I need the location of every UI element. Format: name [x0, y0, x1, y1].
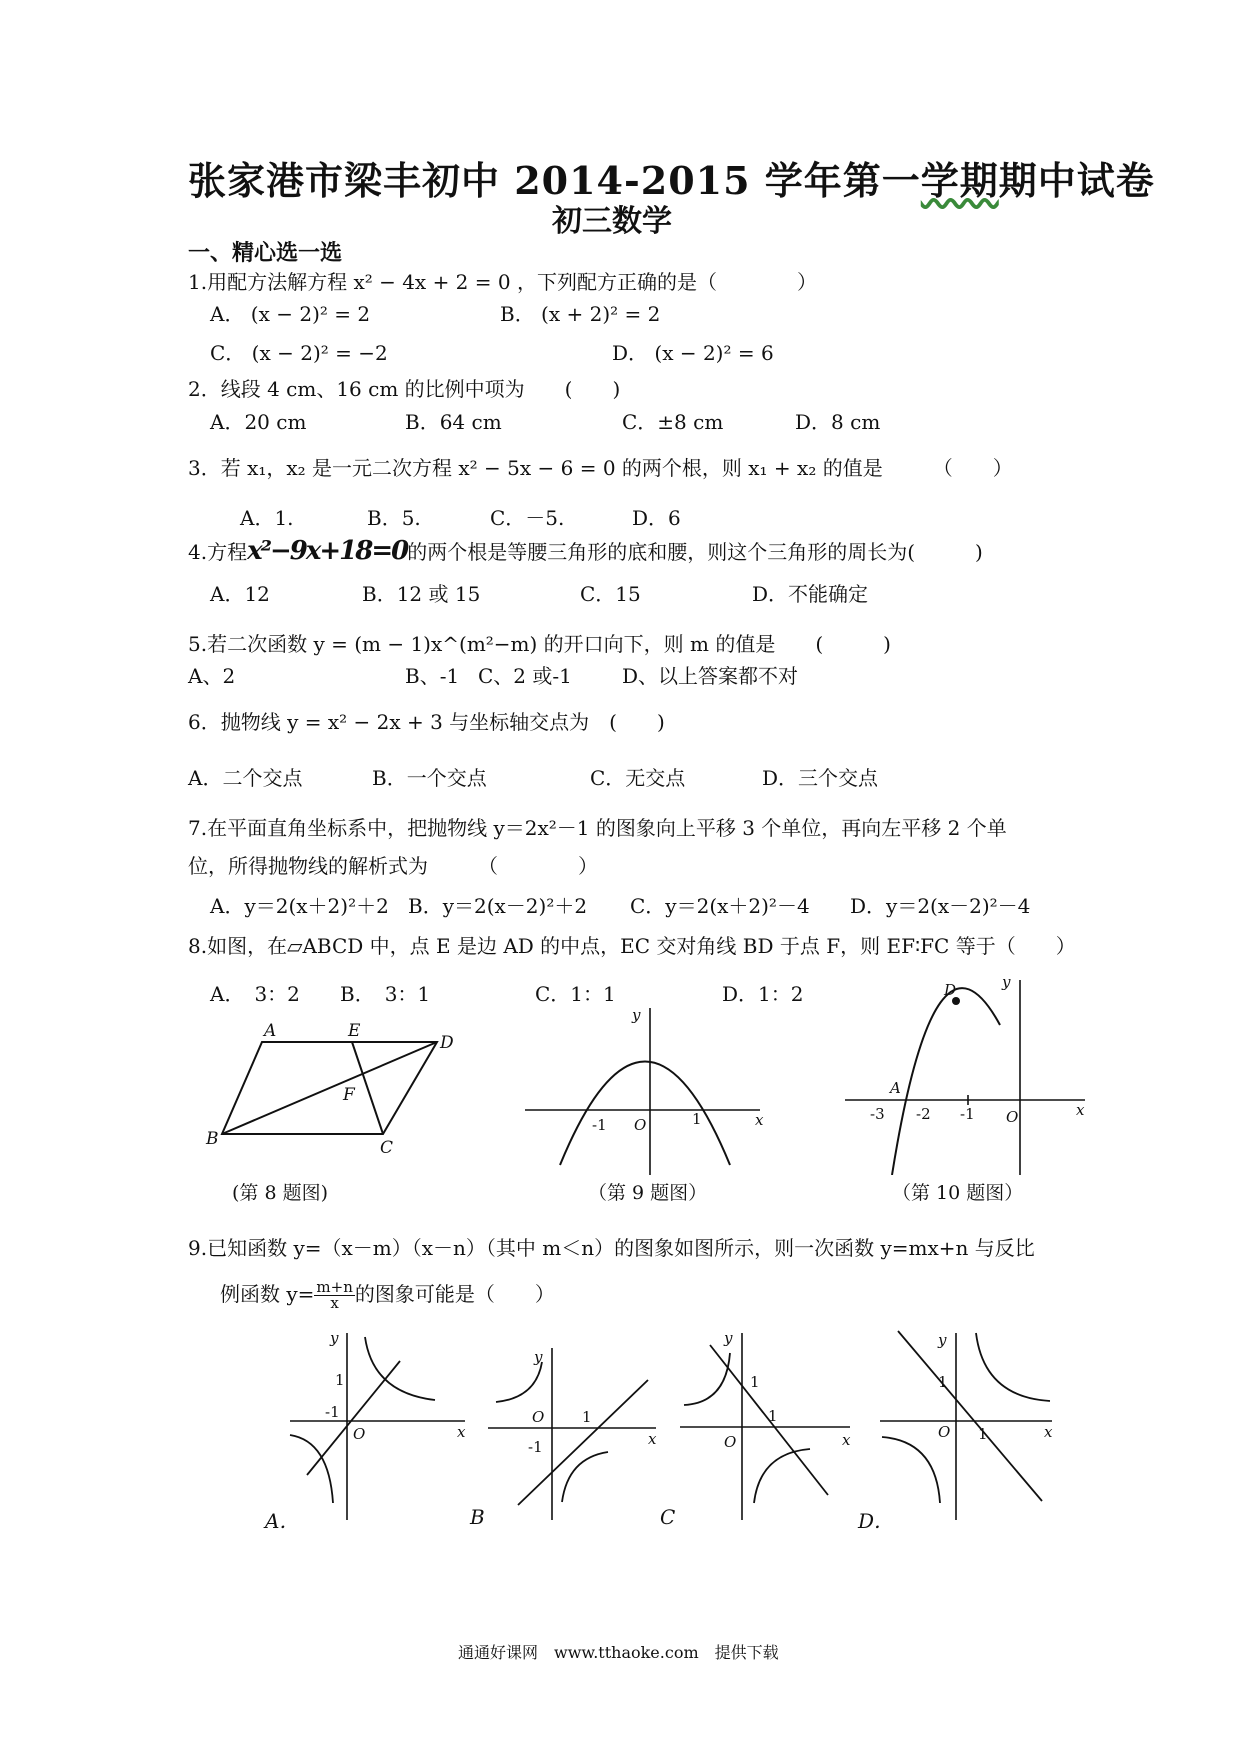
- q1-option-b: B． (x + 2)² = 2: [500, 302, 661, 326]
- q1-option-c: C． (x − 2)² = −2: [210, 341, 388, 365]
- tick-1: 1: [582, 1408, 592, 1426]
- q3-option-a: A．1.: [240, 506, 294, 530]
- q9-option-b-graph: [488, 1340, 668, 1520]
- q7-stem-line2: 位，所得抛物线的解析式为 （ ）: [188, 854, 598, 878]
- q7-stem-line1: 7.在平面直角坐标系中，把抛物线 y＝2x²－1 的图象向上平移 3 个单位，再向左平移 2 个单: [188, 816, 1007, 840]
- q2-option-a: A．20 cm: [210, 410, 307, 434]
- y-axis-label: y: [330, 1329, 339, 1347]
- q4-option-c: C．15: [580, 582, 641, 606]
- fraction-denominator: x: [330, 1294, 339, 1312]
- q3-option-d: D．6: [632, 506, 681, 530]
- q8-option-b: B． 3：1: [340, 982, 431, 1006]
- parabola-curve: [892, 988, 1000, 1175]
- segment-ec: [352, 1042, 383, 1134]
- q3-option-b: B．5.: [367, 506, 421, 530]
- q2-option-d: D．8 cm: [795, 410, 881, 434]
- title-post: 期中试卷: [998, 158, 1155, 203]
- x-axis-label: x: [457, 1423, 466, 1441]
- origin-label: O: [1006, 1108, 1019, 1126]
- q9-stem2-post: 的图象可能是（ ）: [354, 1282, 555, 1306]
- tick-minus-3: -3: [870, 1105, 885, 1123]
- q5-option-d: D、以上答案都不对: [622, 664, 799, 688]
- x-axis-label: x: [1076, 1101, 1085, 1119]
- y-axis-label: y: [1002, 973, 1011, 991]
- hyperbola-branch-1: [496, 1362, 542, 1402]
- y-axis-label: y: [938, 1331, 947, 1349]
- q4-option-b: B．12 或 15: [362, 582, 481, 606]
- q9-option-d-graph: [880, 1325, 1060, 1520]
- q5-option-c: C、2 或-1: [478, 664, 572, 688]
- origin-label: O: [634, 1116, 647, 1134]
- page-footer: 通通好课网 www.tthaoke.com 提供下载: [458, 1643, 779, 1662]
- linear-line: [898, 1331, 1042, 1501]
- label-f: F: [343, 1085, 355, 1105]
- q5-stem: 5.若二次函数 y = (m − 1)x^(m²−m) 的开口向下，则 m 的值是 ( ): [188, 632, 891, 656]
- label-e: E: [348, 1021, 361, 1041]
- q5-option-a: A、2: [188, 664, 236, 688]
- section-heading: 一、精心选一选: [188, 240, 343, 266]
- origin-label: O: [724, 1433, 737, 1451]
- figure-10-caption: （第 10 题图）: [892, 1182, 1024, 1204]
- q3-stem: 3．若 x₁，x₂ 是一元二次方程 x² − 5x − 6 = 0 的两个根，则 x₁ + x₂ 的值是 （ ）: [188, 456, 1013, 480]
- q6-stem: 6．抛物线 y = x² − 2x + 3 与坐标轴交点为 ( ): [188, 710, 665, 734]
- q2-option-c: C．±8 cm: [622, 410, 724, 434]
- q7-option-d: D．y＝2(x－2)²－4: [850, 894, 1031, 918]
- q6-option-d: D．三个交点: [762, 766, 879, 790]
- figure-10-parabola: [840, 965, 1100, 1175]
- q9-stem-line2: [220, 1278, 555, 1311]
- x-axis-label: x: [648, 1430, 657, 1448]
- tick-minus-1: -1: [960, 1105, 975, 1123]
- q3-option-c: C．－5.: [490, 506, 565, 530]
- label-d: D: [944, 981, 957, 999]
- figure-8-caption: (第 8 题图): [232, 1182, 328, 1204]
- q9-option-a-graph: [285, 1325, 475, 1520]
- tick-1-y: 1: [938, 1373, 948, 1391]
- q6-option-b: B．一个交点: [372, 766, 487, 790]
- origin-label: O: [938, 1423, 951, 1441]
- q2-option-b: B．64 cm: [405, 410, 502, 434]
- q9-stem2-pre: 例函数 y=: [220, 1282, 315, 1306]
- hyperbola-branch-2: [882, 1437, 940, 1503]
- origin-label: O: [532, 1408, 545, 1426]
- q7-option-b: B．y＝2(x－2)²＋2: [408, 894, 588, 918]
- hyperbola-branch-2: [754, 1449, 810, 1503]
- q4-option-d: D．不能确定: [752, 582, 869, 606]
- hyperbola-branch-1: [976, 1333, 1050, 1401]
- q2-stem: 2．线段 4 cm、16 cm 的比例中项为 ( ): [188, 377, 621, 401]
- label-a: A: [264, 1021, 277, 1041]
- q7-option-c: C．y＝2(x＋2)²－4: [630, 894, 810, 918]
- parabola-curve: [560, 1062, 730, 1166]
- origin-label: O: [353, 1425, 366, 1443]
- q8-option-c: C．1：1: [535, 982, 616, 1006]
- x-axis-label: x: [755, 1111, 764, 1129]
- figure-9-caption: （第 9 题图）: [588, 1182, 708, 1204]
- hyperbola-branch-2: [562, 1452, 608, 1502]
- tick-1-x: 1: [978, 1425, 988, 1443]
- q8-option-a: A． 3：2: [210, 982, 300, 1006]
- tick-minus-2: -2: [916, 1105, 931, 1123]
- q4-stem-pre: 4.方程: [188, 540, 248, 564]
- q9-option-b-label: B: [470, 1505, 485, 1529]
- q1-option-a: A． (x − 2)² = 2: [210, 302, 371, 326]
- tick-minus-1: -1: [592, 1116, 607, 1134]
- title-marked: 学期: [920, 158, 999, 203]
- q7-option-a: A．y＝2(x＋2)²＋2: [210, 894, 389, 918]
- q9-option-c-label: C: [660, 1505, 676, 1529]
- label-a: A: [890, 1079, 901, 1097]
- q6-option-c: C．无交点: [590, 766, 686, 790]
- q9-option-c-graph: [680, 1325, 860, 1520]
- q1-option-d: D． (x − 2)² = 6: [612, 341, 774, 365]
- q1-stem: 1.用配方法解方程 x² − 4x + 2 = 0 ，下列配方正确的是（ ）: [188, 270, 817, 294]
- q9-option-a-label: A．: [265, 1509, 300, 1533]
- label-d: D: [440, 1033, 454, 1053]
- y-axis-label: y: [534, 1348, 543, 1366]
- tick-1-y: 1: [750, 1373, 760, 1391]
- figure-9-parabola: [520, 1000, 770, 1175]
- exam-subtitle: 初三数学: [552, 204, 672, 239]
- title-pre: 张家港市梁丰初中 2014-2015 学年第一: [188, 158, 921, 203]
- q8-stem: 8.如图，在▱ABCD 中，点 E 是边 AD 的中点，EC 交对角线 BD 于点 F，则 EF∶FC 等于（ ）: [188, 934, 1076, 958]
- label-c: C: [380, 1138, 394, 1158]
- figure-8-parallelogram: [200, 1010, 480, 1160]
- tick-minus-1: -1: [325, 1403, 340, 1421]
- q6-option-a: A．二个交点: [188, 766, 303, 790]
- q4-stem-post: 的两个根是等腰三角形的底和腰，则这个三角形的周长为( ): [407, 540, 983, 564]
- q8-option-d: D．1：2: [722, 982, 804, 1006]
- fraction-numerator: m+n: [316, 1278, 353, 1296]
- q5-option-b: B、-1: [405, 664, 460, 688]
- label-b: B: [206, 1129, 219, 1149]
- q9-option-d-label: D．: [858, 1509, 895, 1533]
- y-axis-label: y: [632, 1006, 641, 1024]
- x-axis-label: x: [1044, 1423, 1053, 1441]
- q4-stem: [188, 536, 983, 566]
- tick-1: 1: [335, 1371, 345, 1389]
- tick-1-x: 1: [768, 1407, 778, 1425]
- tick-minus-1: -1: [528, 1438, 543, 1456]
- diagonal-bd: [222, 1042, 437, 1134]
- y-axis-label: y: [724, 1329, 733, 1347]
- q4-option-a: A．12: [210, 582, 270, 606]
- x-axis-label: x: [842, 1431, 851, 1449]
- q4-equation-smudged: x²−9x+18=0: [247, 536, 408, 566]
- q9-stem-line1: 9.已知函数 y=（x－m）（x－n）（其中 m＜n）的图象如图所示，则一次函数 y=mx+n 与反比: [188, 1236, 1035, 1260]
- tick-1: 1: [692, 1110, 702, 1128]
- q9-fraction: [314, 1280, 354, 1311]
